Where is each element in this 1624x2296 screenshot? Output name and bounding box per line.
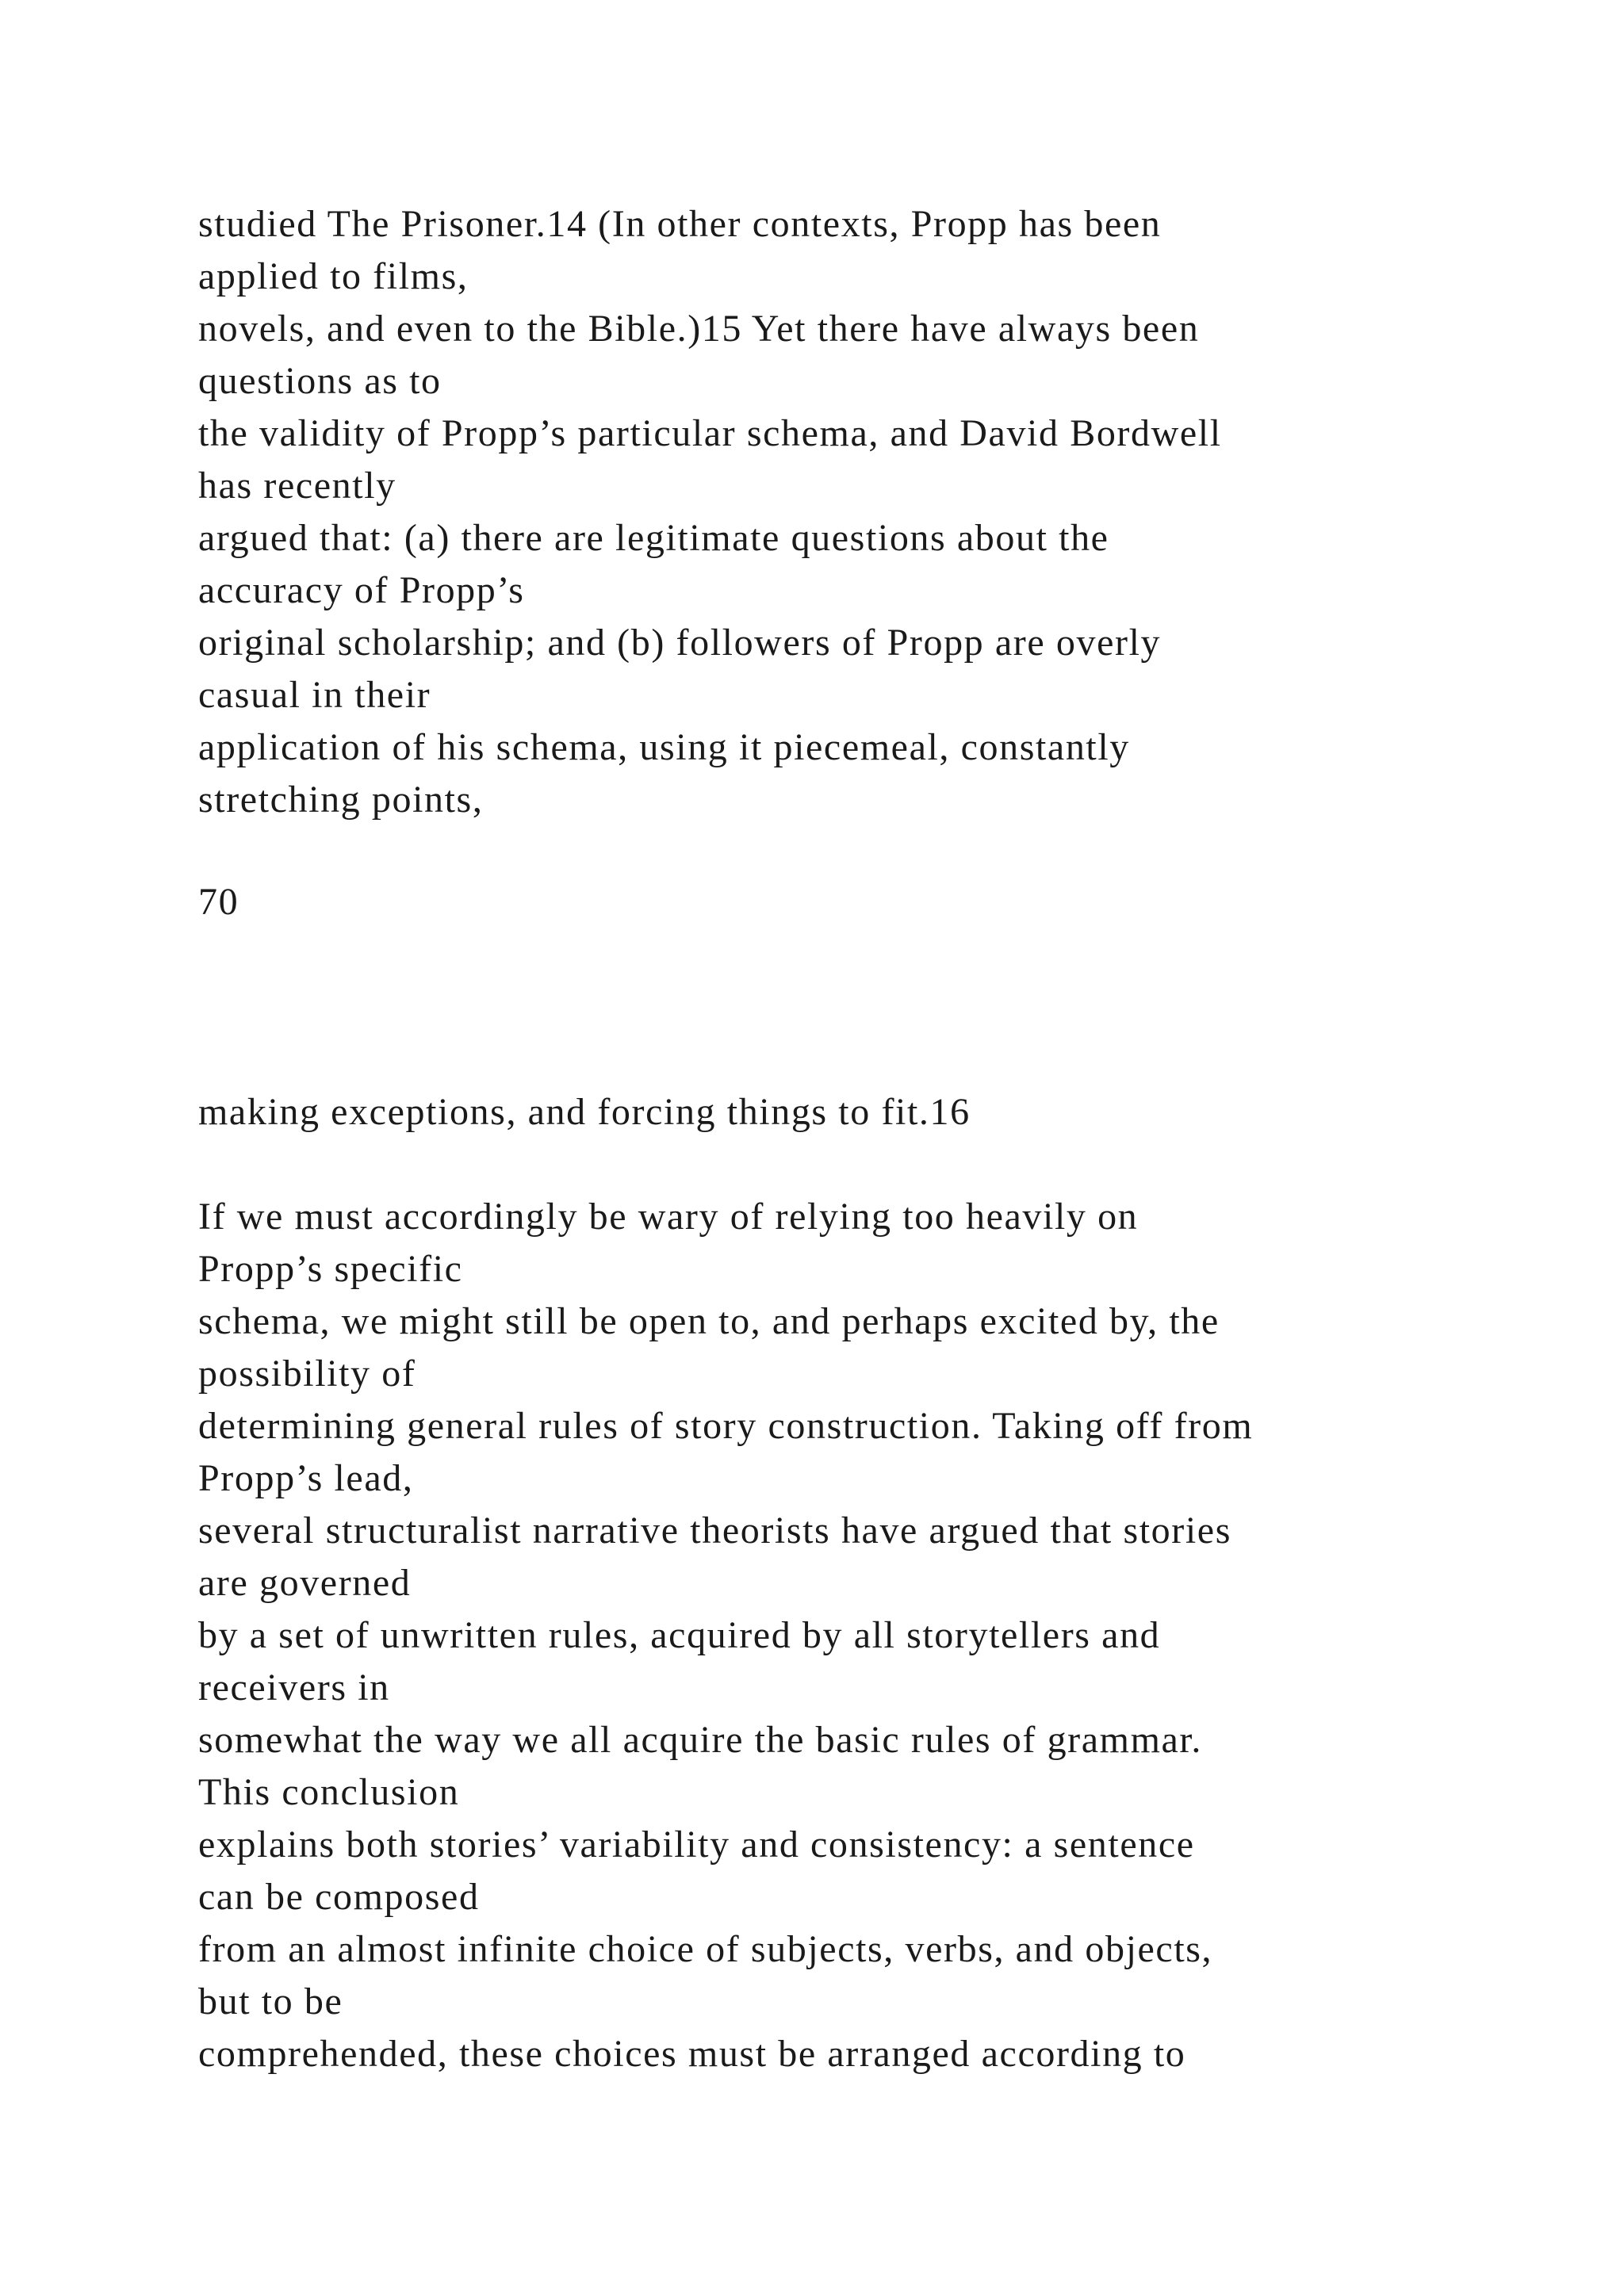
text-line: several structuralist narrative theorists have argued that stories xyxy=(198,1510,1231,1552)
text-line: possibility of xyxy=(198,1353,416,1395)
text-line: can be composed xyxy=(198,1876,480,1918)
text-line: from an almost infinite choice of subjects, verbs, and objects, xyxy=(198,1928,1213,1970)
text-line: original scholarship; and (b) followers of Propp are overly xyxy=(198,622,1162,664)
text-line: studied The Prisoner.14 (In other contexts, Propp has been xyxy=(198,203,1162,245)
paragraph-block-3 xyxy=(198,1191,1507,2080)
text-line: determining general rules of story construction. Taking off from xyxy=(198,1405,1254,1447)
text-line: comprehended, these choices must be arranged according to xyxy=(198,2033,1186,2075)
text-line: stretching points, xyxy=(198,779,484,821)
page-number-text: 70 xyxy=(198,881,239,923)
text-line: the validity of Propp’s particular schema, and David Bordwell xyxy=(198,412,1222,454)
text-line: casual in their xyxy=(198,674,431,716)
text-line: questions as to xyxy=(198,360,442,402)
text-line: by a set of unwritten rules, acquired by all storytellers and xyxy=(198,1614,1161,1656)
paragraph-block-2 xyxy=(198,1086,1507,1138)
text-line: Propp’s lead, xyxy=(198,1457,414,1499)
page-number xyxy=(198,876,1507,928)
text-line: application of his schema, using it piecemeal, constantly xyxy=(198,726,1130,768)
text-line: accuracy of Propp’s xyxy=(198,569,525,611)
text-line: explains both stories’ variability and consistency: a sentence xyxy=(198,1823,1195,1866)
text-line: This conclusion xyxy=(198,1771,460,1813)
text-line: has recently xyxy=(198,465,396,507)
paragraph-block-1 xyxy=(198,198,1507,826)
text-line: receivers in xyxy=(198,1667,390,1709)
text-line: but to be xyxy=(198,1980,343,2022)
text-line: argued that: (a) there are legitimate questions about the xyxy=(198,517,1109,559)
text-line: somewhat the way we all acquire the basic rules of grammar. xyxy=(198,1719,1202,1761)
text-line: making exceptions, and forcing things to fit.16 xyxy=(198,1091,971,1133)
text-line: are governed xyxy=(198,1562,412,1604)
text-line: schema, we might still be open to, and perhaps excited by, the xyxy=(198,1300,1220,1342)
text-line: Propp’s specific xyxy=(198,1248,463,1290)
text-line: If we must accordingly be wary of relying too heavily on xyxy=(198,1196,1139,1238)
text-line: applied to films, xyxy=(198,255,469,297)
text-line: novels, and even to the Bible.)15 Yet there have always been xyxy=(198,308,1200,350)
